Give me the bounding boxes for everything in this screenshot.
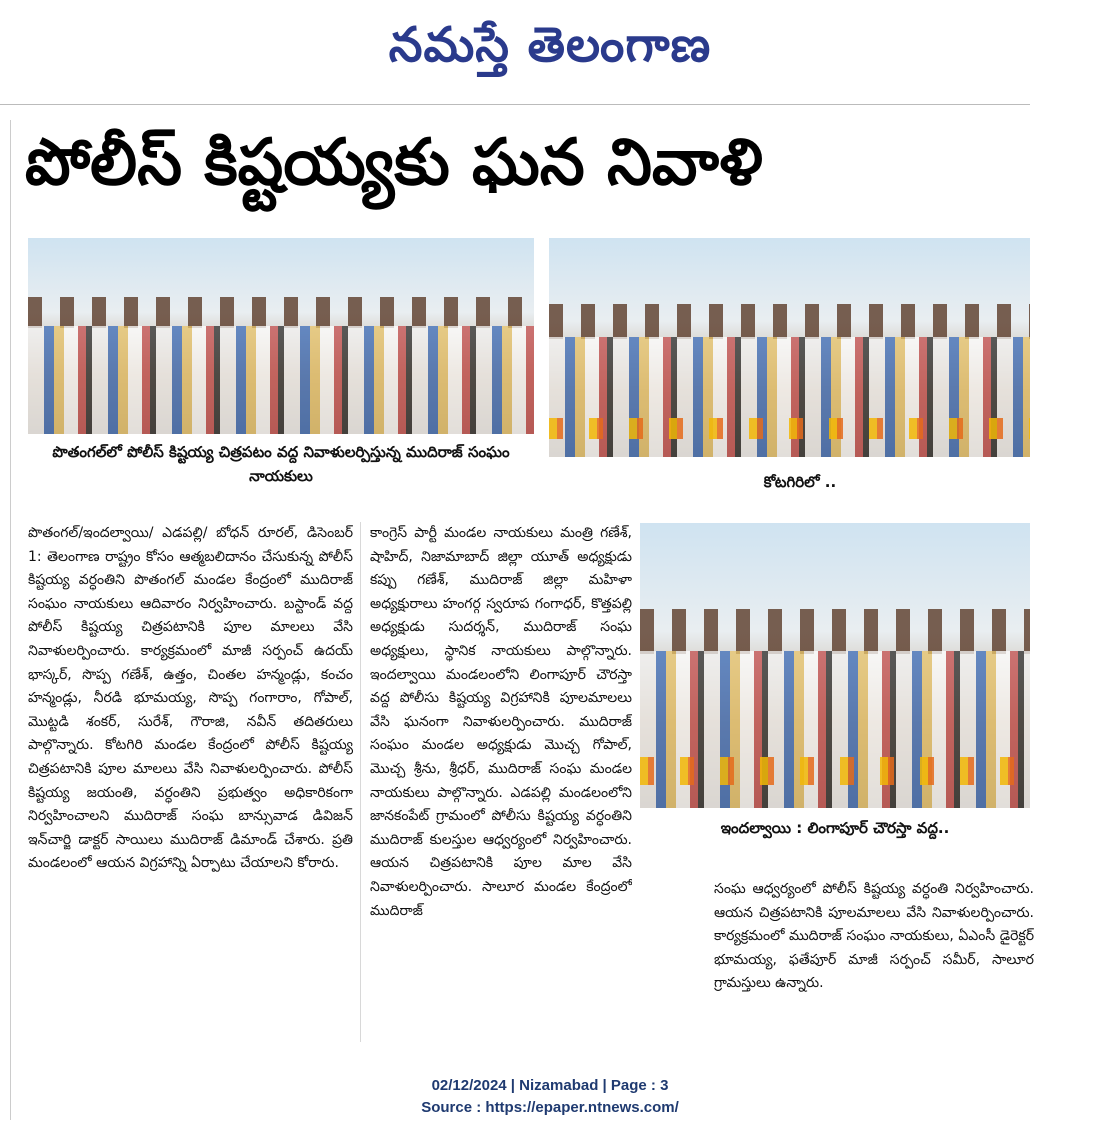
page-left-border <box>10 120 11 1120</box>
masthead-logo: నమస్తే తెలంగాణ <box>388 17 712 73</box>
article-column: సంఘ ఆధ్వర్యంలో పోలీస్ కిష్టయ్య వర్ధంతి నిర్వహించారు. ఆయన చిత్రపటానికి పూలమాలలు వేసి నివాళులర్పించారు. కార్యక్రమంలో ముదిరాజ్ సంఘం నాయకులు, ఏఎంసీ డైరెక్టర్ భూమయ్య, ఫతేపూర్ మాజీ సర్పంచ్ సమీర్, సాలూర గ్రామస్తులు ఉన్నారు. <box>714 881 1034 992</box>
photo-pothangal <box>28 238 534 434</box>
photo-caption: కోటగిరిలో .. <box>763 473 837 491</box>
footer-edition-info: 02/12/2024 | Nizamabad | Page : 3 <box>431 1077 669 1094</box>
photo-caption: పొతంగల్‌లో పోలీస్ కిష్టయ్య చిత్రపటం వద్ద నివాళులర్పిస్తున్న ముదిరాజ్ సంఘం నాయకులు <box>52 443 510 485</box>
masthead-divider <box>0 104 1030 105</box>
headline: పోలీస్ కిష్టయ్యకు ఘన నివాళి <box>25 126 763 200</box>
photo-caption: ఇందల్వాయి : లింగాపూర్ చౌరస్తా వద్ద.. <box>720 819 950 837</box>
footer-source-link[interactable]: Source : https://epaper.ntnews.com/ <box>421 1099 679 1116</box>
column-divider <box>360 522 361 1042</box>
photo-indalwai <box>640 523 1030 808</box>
photo-kotagiri <box>549 238 1030 457</box>
article-column: పొతంగల్/ఇందల్వాయి/ ఎడపల్లి/ బోధన్ రూరల్, డిసెంబర్ 1: తెలంగాణ రాష్ట్రం కోసం ఆత్మబలిదానం చేసుకున్న పోలీస్ కిష్టయ్య వర్ధంతిని పొతంగల్ మండల కేంద్రంలో ముదిరాజ్ సంఘం నాయకులు ఆదివారం నిర్వహించారు. బస్టాండ్ వద్ద పోలీస్ కిష్టయ్య చిత్రపటానికి పూల మాలలు వేసి నివాళులర్పించారు. కార్యక్రమంలో మాజీ సర్పంచ్ ఉదయ్ భాస్కర్, సొప్ప గణేశ్, ఉత్తం, చింతల హన్మండ్లు, కంచం హన్మండ్లు, నీరడి భూమయ్య, సొప్ప గంగారాం, గోపాల్, మొట్టడి శంకర్, సురేశ్, గౌరాజి, నవీన్ తదితరులు పాల్గొన్నారు. కోటగిరి మండల కేంద్రంలో పోలీస్ కిష్టయ్య చిత్రపటానికి పూల మాలలు వేసి నివాళులర్పించారు. పోలీస్ కిష్టయ్య జయంతి, వర్ధంతిని ప్రభుత్వం అధికారికంగా నిర్వహించాలని ముదిరాజ్ సంఘ బాన్సువాడ డివిజన్ ఇన్‌చార్జి డాక్టర్ సాయిలు ముదిరాజ్ డిమాండ్ చేశారు. ప్రతి మండలంలో ఆయన విగ్రహాన్ని ఏర్పాటు చేయాలని కోరారు. <box>28 525 353 872</box>
page-footer <box>0 1075 1100 1119</box>
article-column: కాంగ్రెస్ పార్టీ మండల నాయకులు మంత్రి గణేశ్, షాహిద్, నిజామాబాద్ జిల్లా యూత్ అధ్యక్షుడు కప్పు గణేశ్, ముదిరాజ్ జిల్లా మహిళా అధ్యక్షురాలు హంగర్గ స్వరూప గంగాధర్, కొత్తపల్లి అధ్యక్షుడు సుదర్శన్, ముదిరాజ్ సంఘ అధ్యక్షులు, స్థానిక నాయకులు పాల్గొన్నారు. ఇందల్వాయి మండలంలోని లింగాపూర్ చౌరస్తా వద్ద పోలీసు కిష్టయ్య విగ్రహానికి పూలమాలలు వేసి ఘనంగా నివాళులర్పించారు. ముదిరాజ్ సంఘం మండల అధ్యక్షుడు మొచ్చ గోపాల్, మొచ్చ శ్రీను, శ్రీధర్, ముదిరాజ్ సంఘ మండల నాయకులు పాల్గొన్నారు. ఎడపల్లి మండలంలోని జానకంపేట్ గ్రామంలో పోలీసు కిష్టయ్య వర్ధంతిని ముదిరాజ్ కులస్తుల ఆధ్వర్యంలో నిర్వహించారు. ఆయన చిత్రపటానికి పూల మాల వేసి నివాళులర్పించారు. సాలూర మండల కేంద్రంలో ముదిరాజ్ <box>370 525 632 919</box>
